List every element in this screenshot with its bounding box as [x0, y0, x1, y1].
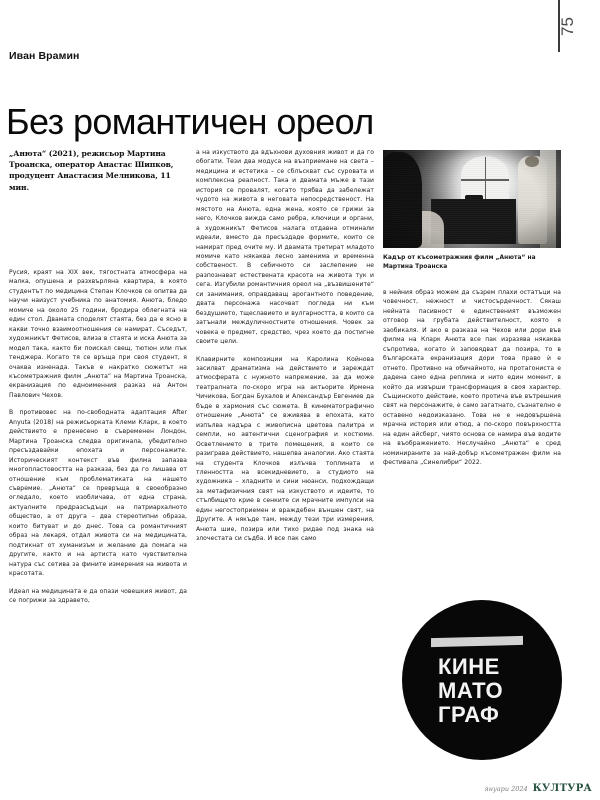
logo-line-1: КИНЕ	[438, 654, 500, 679]
page-number: 75	[558, 17, 577, 36]
paragraph: Клавирните композиции на Каролина Койнова засилват драматизма на действието и зареждат атмосферата с нужното напрежение, за да може театралната по-скоро игра на актьорите Ирмена Чичикова, Богдан Бухалов и Александър Евгениев да бъде в хармония със сюжета. В кинематографично отношение „Анюта“ се вживява в епохата, като изпълва кадъра с живописна цветова палитра и семпли, но автентични сценография и костюми. Осветлението в трите помещения, в които се разиграва действието, нашепва аналогии. Ако стаята на студента Клочков излъчва топлината и тленността на всекидневието, а студиото на художника – хладните и сини нюанси, подхождащи за метафизичния свят на изкуството и идеите, то стълбището крие в сенките си мрачните импулси на един негостоприемен и враждебен външен свят, на Другите. А някъде там, между тези три измерения, Анюта шие, позира или тихо ридае под знака на злочестата си съдба. И все пак само	[196, 355, 374, 543]
photo-caption: Кадър от късометражния филм „Анюта“ на Мартина Троанска	[383, 255, 536, 270]
page-title: Без романтичен ореол	[6, 101, 374, 143]
publication-name: КУЛТУРА	[532, 783, 592, 794]
body-column-3	[383, 288, 561, 468]
page-footer	[484, 783, 592, 794]
logo-wordmark	[438, 655, 554, 727]
film-credits-lead: „Анюта“ (2021), режисьор Мартина Троанска, оператор Анастас Шипков, продуцент Анастасия Мелникова, 11 мин.	[9, 149, 174, 192]
paragraph: В противовес на по-свободната адаптация After Anyuta (2018) на режисьорката Клеми Кларк, в което действието е пренесено в съвременен Лондон, Мартина Троанска следва оригинала, убедително пресъздавайки епохата и персонажите. Историческият контекст във филма запазва многопластовостта на разказа, без да го лишава от отношение към проблематиката на нашето съвремие. „Анюта“ се превръща в своеобразно огледало, което изобличава, от една страна, актуалните предразсъдъци на патриархалното общество, а от друга – два стереотипни образа, които битуват и до днес. Това са романтичният образ на лекаря, отдал живота си на медицината, подтикнат от хуманизъм и желание да помага на другите, както и на артиста като чувствителна натура със сетива за фините измерения на живота и красотата.	[9, 409, 187, 578]
paragraph: Русия, краят на XIX век, тягостната атмосфера на малка, опушена и разхвърляна квартира, в която студентът по медицина Степан Клочков се опитва да научи наизуст учебника по анатомия. Анюта, бледо момиче на около 25 години, бродира облегната на един стол. Двамата споделят стаята, без да е ясно в какви точно взаимоотношения се намират. Съседът, художникът Фетисов, влиза в стаята и иска Анюта за модел така, както би поискал свещ, тютюн или пък тенджера. Когато тя се връща при своя студент, я очаква изненада. Такъв е накратко сюжетът на късометражния филм „Анюта“ на Мартина Троанска, екранизация по едноименния разказ на Антон Павлович Чехов.	[9, 269, 187, 399]
page-number-marker	[558, 0, 592, 52]
paragraph: а на изкуството да вдъхнови духовния живот и да го обогати. Тези два модуса на възприемане на света – медицина и естетика – се сблъскват със суровата и комплексна реалност. Така и двамата мъже в тази история се провалят, когато трябва да забележат чудото на живота в неговата непосредственост. На мястото на Анюта, една жена, която се грижи за него, Клочков вижда само ребра, ключици и органи, а художникът Фетисов налага отдавна отминали идеали, вместо да пресъздаде формите, които се намират пред очите му. И двамата третират младото момиче като някаква лесно заменима и временна собственост. В себичното си заслепение не разпознават естествената красота на живота тук и сега. Изгубили романтичния ореол на „възвишените“ си занимания, оправдаващ арогантното поведение, двата персонажа насочват погледа ни към бездушието, тщеславието и вулгарността, в които са затънали междуличностните отношения. Човек за човека е предмет, средство, чрез което да постигне своите цели.	[196, 149, 374, 346]
body-column-2	[196, 148, 374, 544]
logo-line-3: ГРАФ	[438, 702, 500, 727]
author-byline: Иван Врамин	[9, 50, 80, 62]
body-column-1	[9, 268, 187, 605]
paragraph: в нейния образ можем да съзрем плахи остатъци на човечност, нежност и чистосърдечност. Сякаш нейната пасивност е единственият възможен отговор на грубата действителност, която я заобикаля. И ако в разказа на Чехов или дори във филма на Кларк Анюта все пак изразява някаква съпротива, когато ѝ заповядват да позира, то в българската екранизация дори това право ѝ е отнето. Противно на обичайното, на протагониста е дадена само една реплика и нито един момент, в който да извърши трансформация в своя характер. Същинското действие, което протича във вътрешния свят на персонажите, е само загатнато, съзнателно е оставено недоизказано. Това не е недовършена мрачна история или етюд, а по-скоро повърхността на един айсберг, чиято основа се намира във водите на въображението. Неслучайно „Анюта“ е сред номинираните за най-добър късометражен филм на фестивала „Синелибри“ 2022.	[383, 289, 561, 467]
paragraph: Идеал на медицината е да опази човешкия живот, да се погрижи за здравето,	[9, 587, 187, 604]
kinematograf-logo	[402, 600, 562, 760]
issue-date: януари 2024	[484, 785, 528, 793]
film-still-image	[383, 150, 561, 248]
logo-bar-shape	[431, 636, 523, 647]
film-still-figure	[383, 150, 561, 248]
logo-line-2: МАТО	[438, 678, 504, 703]
photo-grain	[383, 150, 561, 248]
